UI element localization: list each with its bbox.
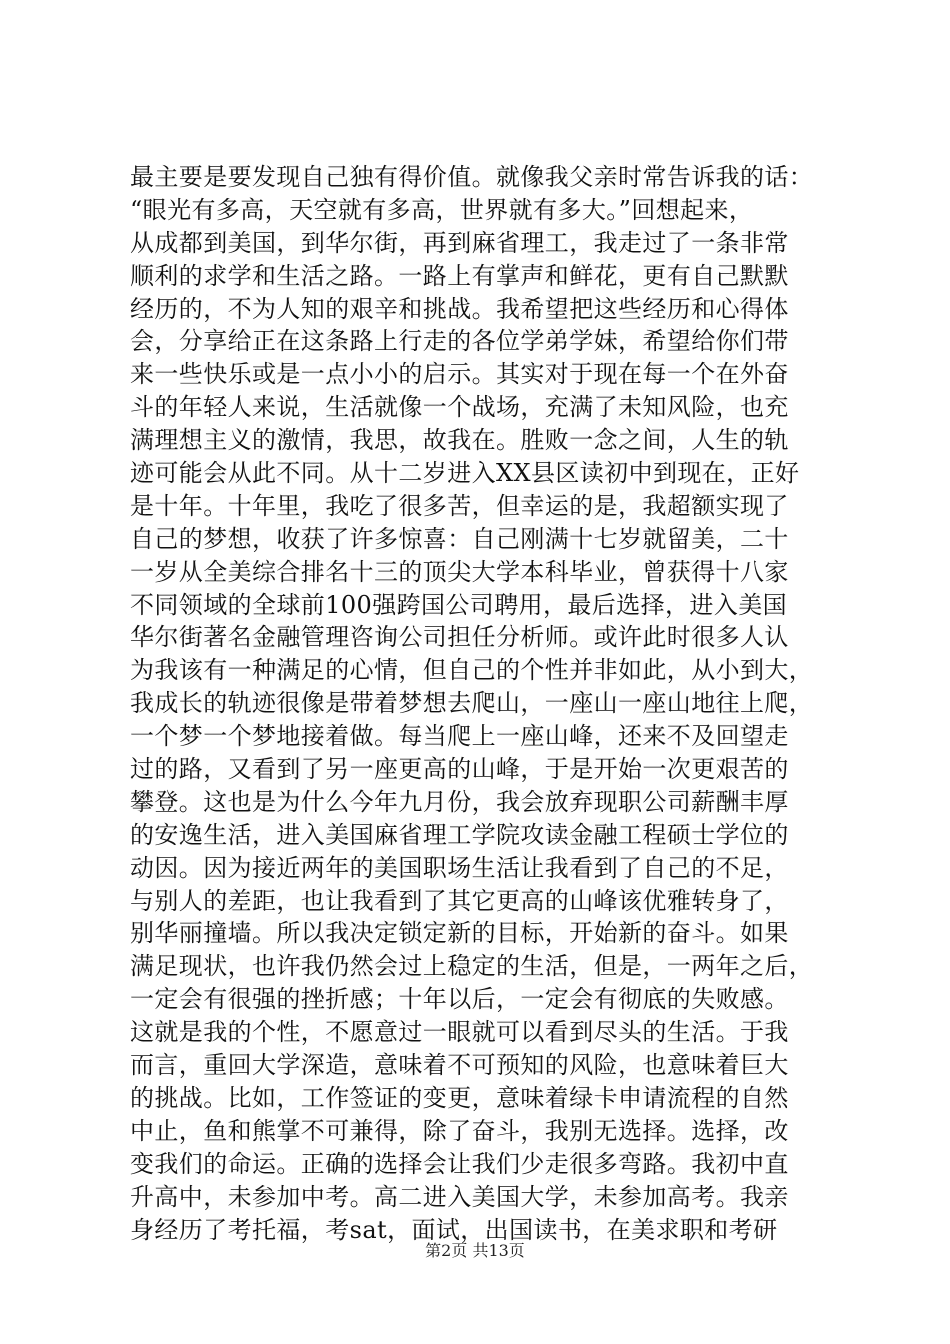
- text-line: 顺利的求学和生活之路。一路上有掌声和鲜花，更有自己默默: [130, 261, 789, 290]
- body-text: [130, 161, 850, 1246]
- text-line: 最主要是要发现自己独有得价值。就像我父亲时常告诉我的话：: [130, 163, 814, 191]
- text-line: 这就是我的个性，不愿意过一眼就可以看到尽头的生活。于我: [130, 1018, 789, 1047]
- text-line: 的挑战。比如，工作签证的变更，意味着绿卡申请流程的自然: [130, 1083, 789, 1112]
- text-line: 满足现状，也许我仍然会过上稳定的生活，但是，一两年之后，: [130, 952, 814, 981]
- text-line: 满理想主义的激情，我思，故我在。胜败一念之间，人生的轨: [130, 426, 789, 455]
- text-line: 一岁从全美综合排名十三的顶尖大学本科毕业，曾获得十八家: [130, 557, 789, 586]
- text-line: 是十年。十年里，我吃了很多苦，但幸运的是，我超额实现了: [130, 491, 789, 520]
- text-line: 动因。因为接近两年的美国职场生活让我看到了自己的不足，: [130, 853, 789, 882]
- text-line: 的安逸生活，进入美国麻省理工学院攻读金融工程硕士学位的: [130, 820, 789, 849]
- text-line: 变我们的命运。正确的选择会让我们少走很多弯路。我初中直: [130, 1149, 789, 1178]
- text-line: 一定会有很强的挫折感；十年以后，一定会有彻底的失败感。: [130, 985, 789, 1014]
- text-line: 经历的，不为人知的艰辛和挑战。我希望把这些经历和心得体: [130, 294, 789, 323]
- text-line: 与别人的差距，也让我看到了其它更高的山峰该优雅转身了，: [130, 886, 789, 915]
- page-footer: 第2页 共13页: [425, 1241, 525, 1260]
- text-line: 不同领域的全球前100强跨国公司聘用，最后选择，进入美国: [130, 590, 788, 619]
- text-line: 自己的梦想，收获了许多惊喜：自己刚满十七岁就留美，二十: [130, 524, 789, 553]
- text-line: 一个梦一个梦地接着做。每当爬上一座山峰，还来不及回望走: [130, 722, 789, 751]
- text-line: 会，分享给正在这条路上行走的各位学弟学妹，希望给你们带: [130, 327, 789, 356]
- text-line: 华尔街著名金融管理咨询公司担任分析师。或许此时很多人认: [130, 623, 789, 652]
- text-line: 攀登。这也是为什么今年九月份，我会放弃现职公司薪酬丰厚: [130, 787, 789, 816]
- text-line: 而言，重回大学深造，意味着不可预知的风险，也意味着巨大: [130, 1051, 789, 1080]
- text-line: 过的路，又看到了另一座更高的山峰，于是开始一次更艰苦的: [130, 755, 789, 784]
- text-line: 为我该有一种满足的心情，但自己的个性并非如此，从小到大，: [130, 656, 814, 685]
- text-line: 迹可能会从此不同。从十二岁进入XX县区读初中到现在，正好: [130, 459, 800, 488]
- text-line: 身经历了考托福，考sat，面试，出国读书，在美求职和考研: [130, 1215, 778, 1244]
- text-line: 我成长的轨迹很像是带着梦想去爬山，一座山一座山地往上爬，: [130, 689, 814, 718]
- text-line: 从成都到美国，到华尔街，再到麻省理工，我走过了一条非常: [130, 228, 789, 257]
- text-line: 来一些快乐或是一点小小的启示。其实对于现在每一个在外奋: [130, 360, 789, 389]
- text-line: 中止，鱼和熊掌不可兼得，除了奋斗，我别无选择。选择，改: [130, 1116, 789, 1145]
- text-line: 斗的年轻人来说，生活就像一个战场，充满了未知风险，也充: [130, 393, 789, 422]
- text-line: 别华丽撞墙。所以我决定锁定新的目标，开始新的奋斗。如果: [130, 919, 789, 948]
- text-line: “眼光有多高，天空就有多高，世界就有多大。”回想起来，: [130, 195, 754, 224]
- text-line: 升高中，未参加中考。高二进入美国大学，未参加高考。我亲: [130, 1182, 789, 1211]
